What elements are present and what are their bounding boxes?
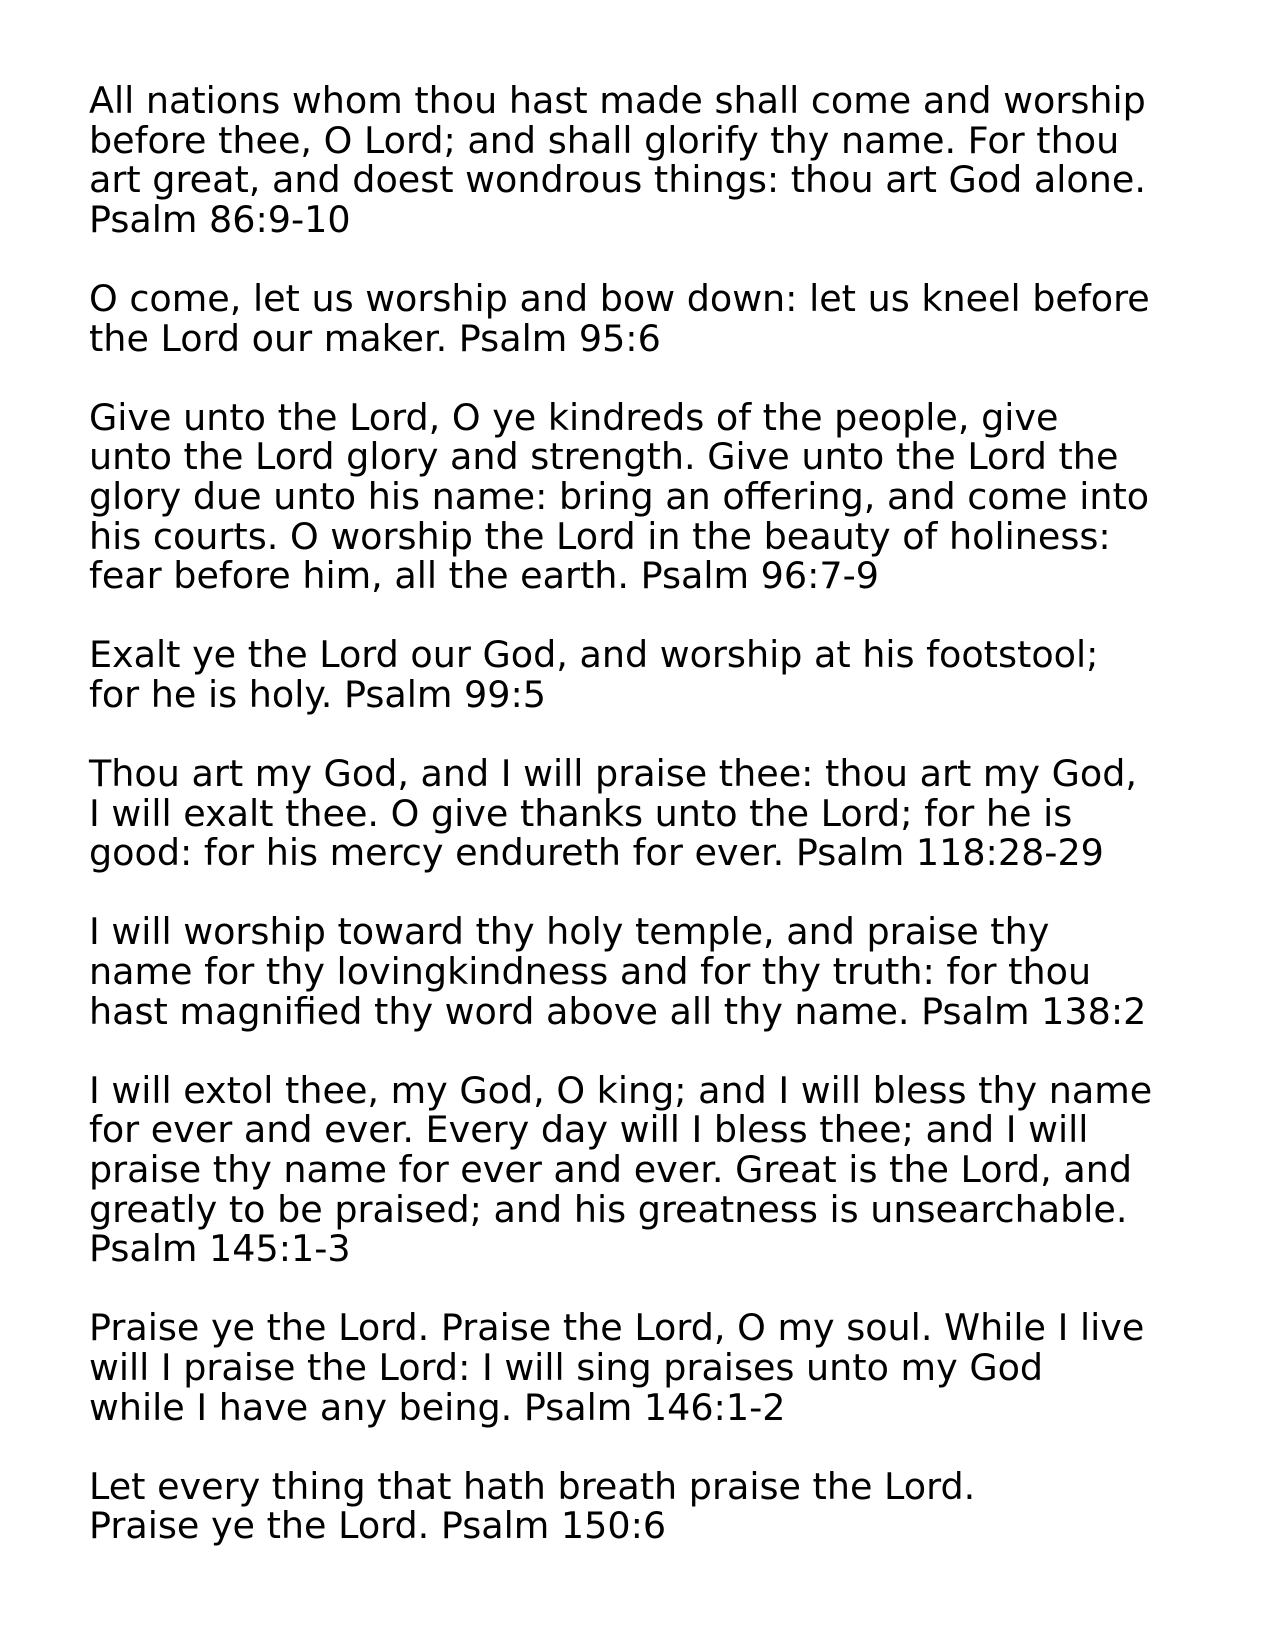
verse-line: O come, let us worship and bow down: let us kneel before [89,276,1150,320]
verse-psalm-99 [89,635,1209,714]
verse-line: for he is holy. Psalm 99:5 [89,672,546,716]
verse-psalm-145 [89,1068,1209,1271]
verse-line: Exalt ye the Lord our God, and worship at his footstool; [89,633,1099,677]
verse-line: glory due unto his name: bring an offering, and come into [89,474,1150,518]
verse-psalm-96 [89,395,1209,598]
verse-line: fear before him, all the earth. Psalm 96:7-9 [89,554,880,598]
verse-line: before thee, O Lord; and shall glorify thy name. For thou [89,118,1120,162]
verse-line: Give unto the Lord, O ye kindreds of the people, give [89,395,1059,439]
verse-line: I will exalt thee. O give thanks unto the Lord; for he is [89,791,1073,835]
verse-line: I will extol thee, my God, O king; and I will bless thy name [89,1068,1153,1112]
verse-line: Praise ye the Lord. Praise the Lord, O my soul. While I live [89,1306,1145,1350]
verse-line: good: for his mercy endureth for ever. Psalm 118:28-29 [89,831,1104,875]
verse-line: name for thy lovingkindness and for thy truth: for thou [89,950,1092,994]
verse-line: All nations whom thou hast made shall come and worship [89,79,1146,122]
verse-line: Psalm 145:1-3 [89,1227,351,1271]
verse-line: while I have any being. Psalm 146:1-2 [89,1385,786,1429]
verse-line: hast magnified thy word above all thy name. Psalm 138:2 [89,989,1147,1033]
verse-psalm-95 [89,276,1209,360]
verse-line: the Lord our maker. Psalm 95:6 [89,316,661,360]
verse-psalm-150 [89,1464,1209,1548]
verse-line: his courts. O worship the Lord in the beauty of holiness: [89,514,1111,558]
document-page [89,81,1209,1586]
verse-line: Thou art my God, and I will praise thee: thou art my God, [89,752,1138,796]
verse-line: I will worship toward thy holy temple, and praise thy [89,910,1050,954]
verse-psalm-118 [89,754,1209,873]
verse-line: for ever and ever. Every day will I bless thee; and I will [89,1108,1089,1152]
verse-line: Psalm 86:9-10 [89,197,351,241]
verse-line: unto the Lord glory and strength. Give unto the Lord the [89,435,1119,479]
verse-line: Let every thing that hath breath praise the Lord. [89,1464,976,1508]
verse-line: praise thy name for ever and ever. Great is the Lord, and [89,1148,1132,1192]
verse-line: will I praise the Lord: I will sing praises unto my God [89,1346,1044,1389]
verse-psalm-86 [89,81,1209,239]
verse-psalm-146 [89,1308,1209,1427]
verse-line: art great, and doest wondrous things: thou art God alone. [89,158,1146,202]
verse-line: greatly to be praised; and his greatness is unsearchable. [89,1187,1128,1231]
verse-psalm-138 [89,912,1209,1031]
verse-line: Praise ye the Lord. Psalm 150:6 [89,1504,667,1548]
